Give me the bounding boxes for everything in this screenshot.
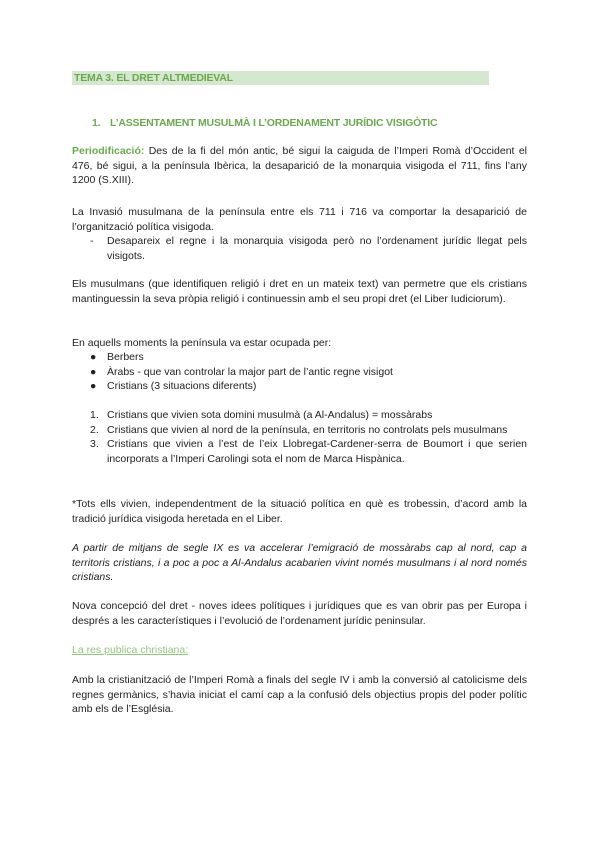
bullet-marker: ● — [90, 380, 97, 392]
list-item — [90, 350, 527, 365]
bullet-marker: ● — [90, 365, 97, 378]
section-number: 1. — [92, 117, 101, 129]
number-marker: 1. — [90, 409, 99, 421]
list-item-text: Berbers — [107, 351, 144, 363]
list-item-text: Cristians (3 situacions diferents) — [107, 380, 257, 392]
periodificacio-label: Periodificació: — [72, 145, 145, 157]
list-item-text: Àrabs - que van controlar la major part de l’antic regne visigot — [107, 365, 393, 378]
list-item — [90, 437, 527, 466]
nova-paragraph: Nova concepció del dret - noves idees polítiques i jurídiques que es van obrir pas per Europa i després a les característiques i l’evolució de l’ordenament jurídic peninsular. — [72, 600, 527, 627]
list-item-text: Cristians que vivien sota domini musulmà (a Al-Andalus) = mossàrabs — [107, 409, 433, 421]
res-publica-link[interactable]: La res publica christiana: — [72, 644, 189, 656]
dash-item-text: Desapareix el regne i la monarquia visigoda però no l’ordenament jurídic llegat pels visigots. — [107, 235, 527, 262]
res-publica-heading[interactable] — [72, 643, 527, 658]
number-marker: 3. — [90, 438, 99, 450]
tots-paragraph: *Tots ells vivien, independentment de la situació política en què es trobessin, d’acord amb la tradició jurídica visigoda heretada en el Liber. — [72, 498, 527, 525]
invasio-dash-item — [90, 234, 527, 263]
list-item — [90, 423, 527, 438]
dash-marker: - — [90, 235, 94, 247]
list-item — [90, 408, 527, 423]
periodificacio-text: Des de la fi del món antic, bé sigui la caiguda de l’Imperi Romà d’Occident el 476, bé sigui, a la península Ibèrica, la desaparició de la monarquia visigoda el 711, fins l’any 1200 (S.XIII). — [72, 145, 527, 186]
musulmans-paragraph: Els musulmans (que identifiquen religió i dret en un mateix text) van permetre que els cristians mantinguessin la seva pròpia religió i continuessin amb el seu propi dret (el Liber Iudiciorum). — [72, 278, 527, 305]
page-title: TEMA 3. EL DRET ALTMEDIEVAL — [72, 71, 489, 85]
partir-paragraph: A partir de mitjans de segle IX es va accelerar l’emigració de mossàrabs cap al nord, cap a territoris cristians, i a poc a poc a Al-Andalus acabarien vivint només musulmans i al nord només cristians. — [72, 542, 527, 583]
population-bullet-list — [90, 350, 527, 394]
bullet-marker: ● — [90, 351, 97, 363]
list-item-text: Cristians que vivien a l’est de l’eix Llobregat-Cardener-serra de Boumort i que serien incorporats a l’Imperi Carolingi sota el nom de Marca Hispànica. — [107, 438, 527, 465]
invasio-paragraph: La Invasió musulmana de la península entre els 711 i 716 va comportar la desaparició de l’organització política visigoda. — [72, 206, 527, 233]
list-item — [90, 365, 527, 380]
cristians-numbered-list — [90, 408, 527, 466]
periodificacio-paragraph — [72, 144, 527, 188]
aquells-paragraph: En aquells moments la península va estar ocupada per: — [72, 337, 332, 349]
number-marker: 2. — [90, 423, 99, 436]
list-item — [90, 379, 527, 394]
list-item-text: Cristians que vivien al nord de la península, en territoris no controlats pels musulmans — [107, 423, 508, 436]
res-publica-paragraph: Amb la cristianització de l’Imperi Romà a finals del segle IV i amb la conversió al catolicisme dels regnes germànics, s’havia iniciat el camí cap a la confusió dels objectius propis del poder polític amb els de l’Església. — [72, 674, 527, 715]
section-heading — [92, 117, 437, 129]
section-heading-text: L’ASSENTAMENT MUSULMÀ I L’ORDENAMENT JURÍDIC VISIGÒTIC — [110, 117, 438, 129]
